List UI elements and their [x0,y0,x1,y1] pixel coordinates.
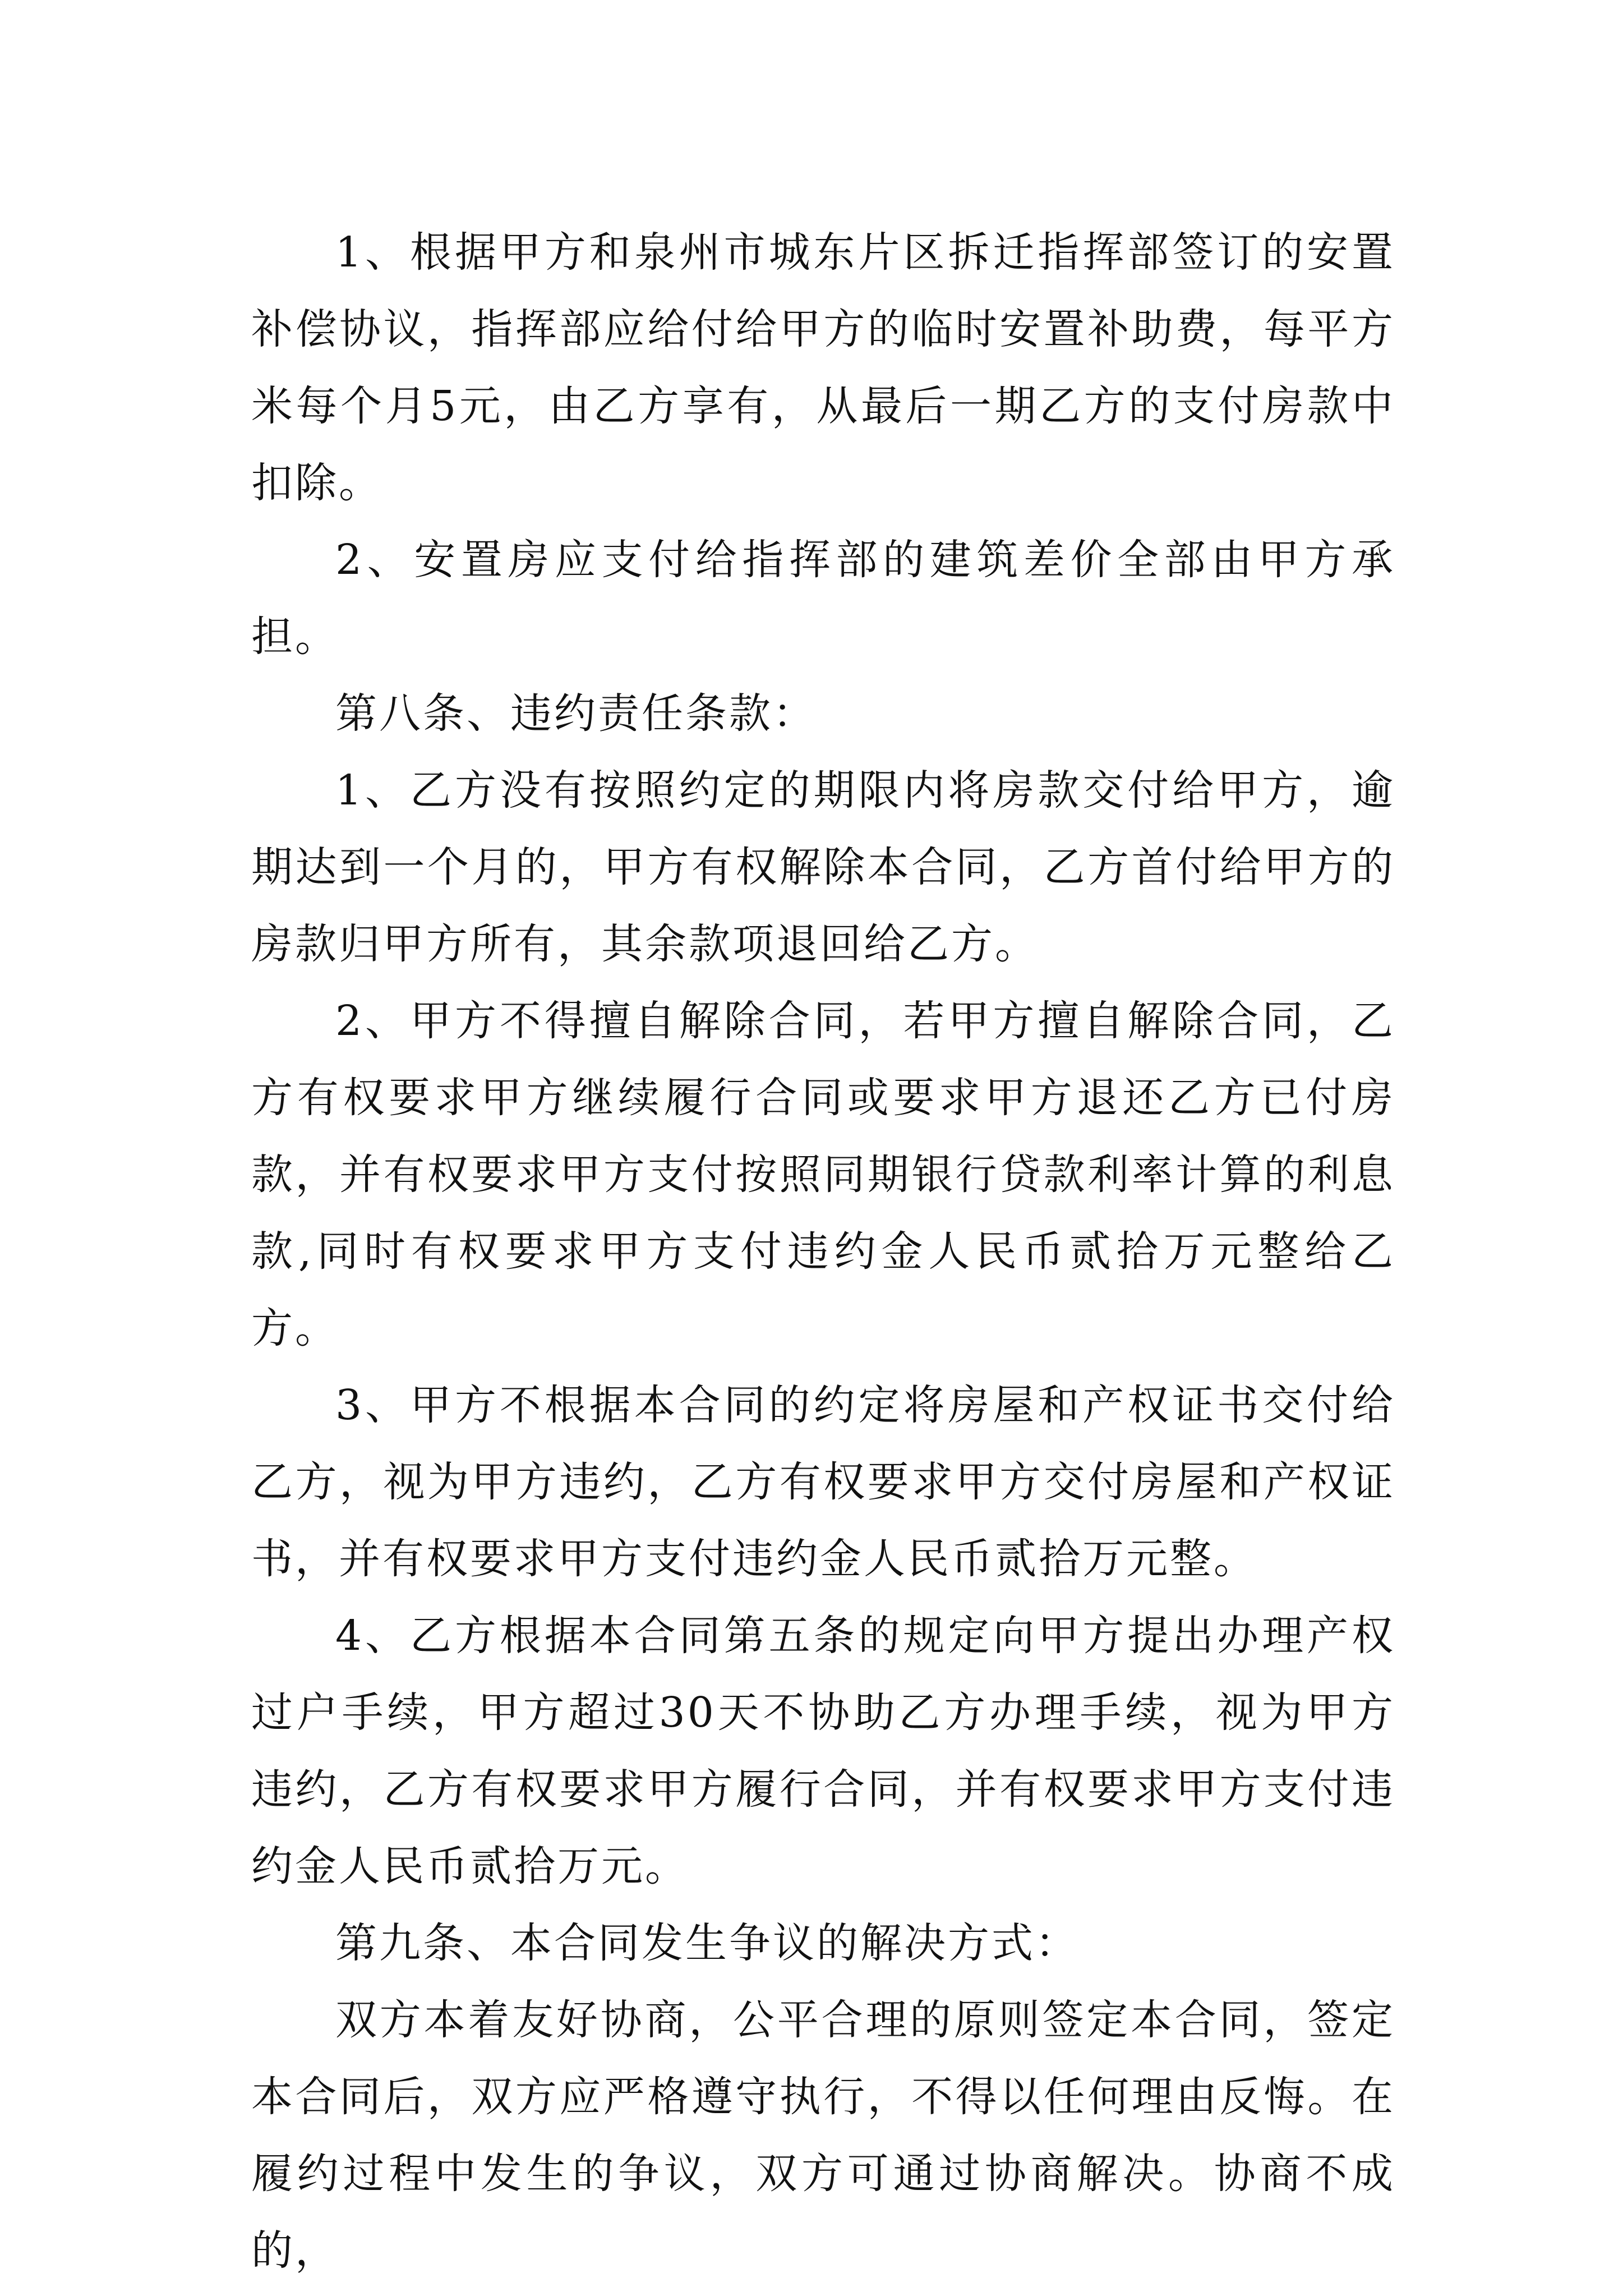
clause-1-resettlement-subsidy: 1、根据甲方和泉州市城东片区拆迁指挥部签订的安置补偿协议，指挥部应给付给甲方的临时安置补助费，每平方米每个月5元，由乙方享有，从最后一期乙方的支付房款中扣除。 [251,228,1395,507]
article-8-clause-1: 1、乙方没有按照约定的期限内将房款交付给甲方，逾期达到一个月的，甲方有权解除本合同，乙方首付给甲方的房款归甲方所有，其余款项退回给乙方。 [251,766,1395,968]
article-8-clause-4: 4、乙方根据本合同第五条的规定向甲方提出办理产权过户手续，甲方超过30天不协助乙方办理手续，视为甲方违约，乙方有权要求甲方履行合同，并有权要求甲方支付违约金人民币贰拾万元。 [251,1612,1395,1890]
article-9-body: 双方本着友好协商，公平合理的原则签定本合同，签定本合同后，双方应严格遵守执行，不得以任何理由反悔。在履约过程中发生的争议，双方可通过协商解决。协商不成的， [251,1996,1395,2275]
article-8-clause-3: 3、甲方不根据本合同的约定将房屋和产权证书交付给乙方，视为甲方违约，乙方有权要求甲方交付房屋和产权证书，并有权要求甲方支付违约金人民币贰拾万元整。 [251,1381,1395,1583]
article-8-heading: 第八条、违约责任条款： [335,689,817,738]
contract-body [251,214,1395,2289]
clause-2-construction-price-difference: 2、安置房应支付给指挥部的建筑差价全部由甲方承担。 [251,536,1395,661]
article-9-heading: 第九条、本合同发生争议的解决方式： [335,1919,1079,1967]
article-8-clause-2: 2、甲方不得擅自解除合同，若甲方擅自解除合同，乙方有权要求甲方继续履行合同或要求甲方退还乙方已付房款，并有权要求甲方支付按照同期银行贷款利率计算的利息款,同时有权要求甲方支付违约金人民币贰拾万元整给乙方。 [251,997,1395,1352]
